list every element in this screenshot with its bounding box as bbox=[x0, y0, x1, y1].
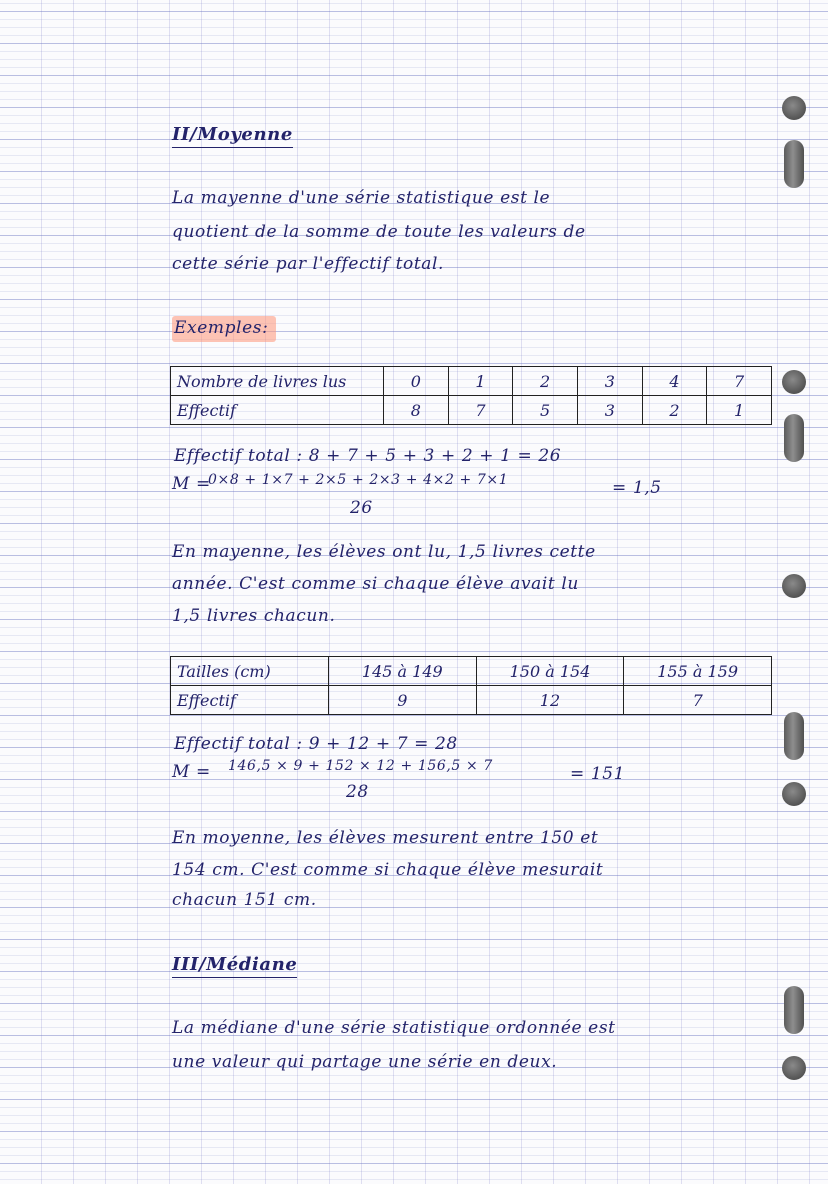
definition-line: cette série par l'effectif total. bbox=[172, 254, 445, 274]
mean-symbol: M = bbox=[172, 474, 211, 494]
binder-slot bbox=[784, 712, 804, 760]
table-cell: 5 bbox=[513, 396, 578, 425]
table-cell: 7 bbox=[707, 367, 772, 396]
table-cell: 7 bbox=[448, 396, 513, 425]
mean-denominator: 26 bbox=[350, 498, 373, 518]
mean-symbol: M = bbox=[172, 762, 211, 782]
table-cell: 1 bbox=[707, 396, 772, 425]
effectif-total: Effectif total : 9 + 12 + 7 = 28 bbox=[174, 734, 458, 754]
table-cell: 155 à 159 bbox=[624, 657, 772, 686]
heights-table bbox=[170, 656, 772, 715]
conclusion-line: année. C'est comme si chaque élève avait lu bbox=[172, 574, 579, 594]
table-row bbox=[171, 396, 772, 425]
table-cell: 0 bbox=[384, 367, 449, 396]
conclusion-line: 1,5 livres chacun. bbox=[172, 606, 336, 626]
mean-result: = 151 bbox=[570, 764, 626, 784]
conclusion-line: En mayenne, les élèves ont lu, 1,5 livres cette bbox=[172, 542, 596, 562]
table-cell: 12 bbox=[476, 686, 624, 715]
binder-slot bbox=[784, 986, 804, 1034]
mean-numerator: 0×8 + 1×7 + 2×5 + 2×3 + 4×2 + 7×1 bbox=[208, 472, 509, 488]
table-row bbox=[171, 657, 772, 686]
table-cell: Effectif bbox=[171, 686, 329, 715]
table-cell: 2 bbox=[642, 396, 707, 425]
binder-hole bbox=[782, 574, 806, 598]
table-cell: Nombre de livres lus bbox=[171, 367, 384, 396]
table-cell: 3 bbox=[577, 367, 642, 396]
conclusion-line: 154 cm. C'est comme si chaque élève mesurait bbox=[172, 860, 604, 880]
table-row bbox=[171, 686, 772, 715]
binder-hole bbox=[782, 370, 806, 394]
table-cell: Tailles (cm) bbox=[171, 657, 329, 686]
table-row bbox=[171, 367, 772, 396]
definition-line: La médiane d'une série statistique ordonnée est bbox=[172, 1018, 616, 1038]
table-cell: 7 bbox=[624, 686, 772, 715]
table-cell: 150 à 154 bbox=[476, 657, 624, 686]
mean-result: = 1,5 bbox=[612, 478, 662, 498]
effectif-total: Effectif total : 8 + 7 + 5 + 3 + 2 + 1 = 26 bbox=[174, 446, 562, 466]
table-cell: 4 bbox=[642, 367, 707, 396]
definition-line: quotient de la somme de toute les valeurs de bbox=[172, 222, 586, 242]
table-cell: 145 à 149 bbox=[329, 657, 477, 686]
table-cell: 1 bbox=[448, 367, 513, 396]
binder-hole bbox=[782, 1056, 806, 1080]
mean-numerator: 146,5 × 9 + 152 × 12 + 156,5 × 7 bbox=[228, 758, 493, 774]
definition-line: une valeur qui partage une série en deux. bbox=[172, 1052, 558, 1072]
conclusion-line: chacun 151 cm. bbox=[172, 890, 317, 910]
examples-label: Exemples: bbox=[172, 316, 276, 342]
table-cell: 2 bbox=[513, 367, 578, 396]
mean-denominator: 28 bbox=[346, 782, 369, 802]
binder-hole bbox=[782, 782, 806, 806]
section-title-mediane: III/Médiane bbox=[172, 954, 297, 978]
table-cell: 3 bbox=[577, 396, 642, 425]
conclusion-line: En moyenne, les élèves mesurent entre 150 et bbox=[172, 828, 599, 848]
table-cell: 9 bbox=[329, 686, 477, 715]
section-title-moyenne: II/Moyenne bbox=[172, 124, 293, 148]
books-read-table bbox=[170, 366, 772, 425]
table-cell: 8 bbox=[384, 396, 449, 425]
binder-slot bbox=[784, 140, 804, 188]
table-cell: Effectif bbox=[171, 396, 384, 425]
definition-line: La mayenne d'une série statistique est le bbox=[172, 188, 551, 208]
binder-slot bbox=[784, 414, 804, 462]
binder-hole bbox=[782, 96, 806, 120]
